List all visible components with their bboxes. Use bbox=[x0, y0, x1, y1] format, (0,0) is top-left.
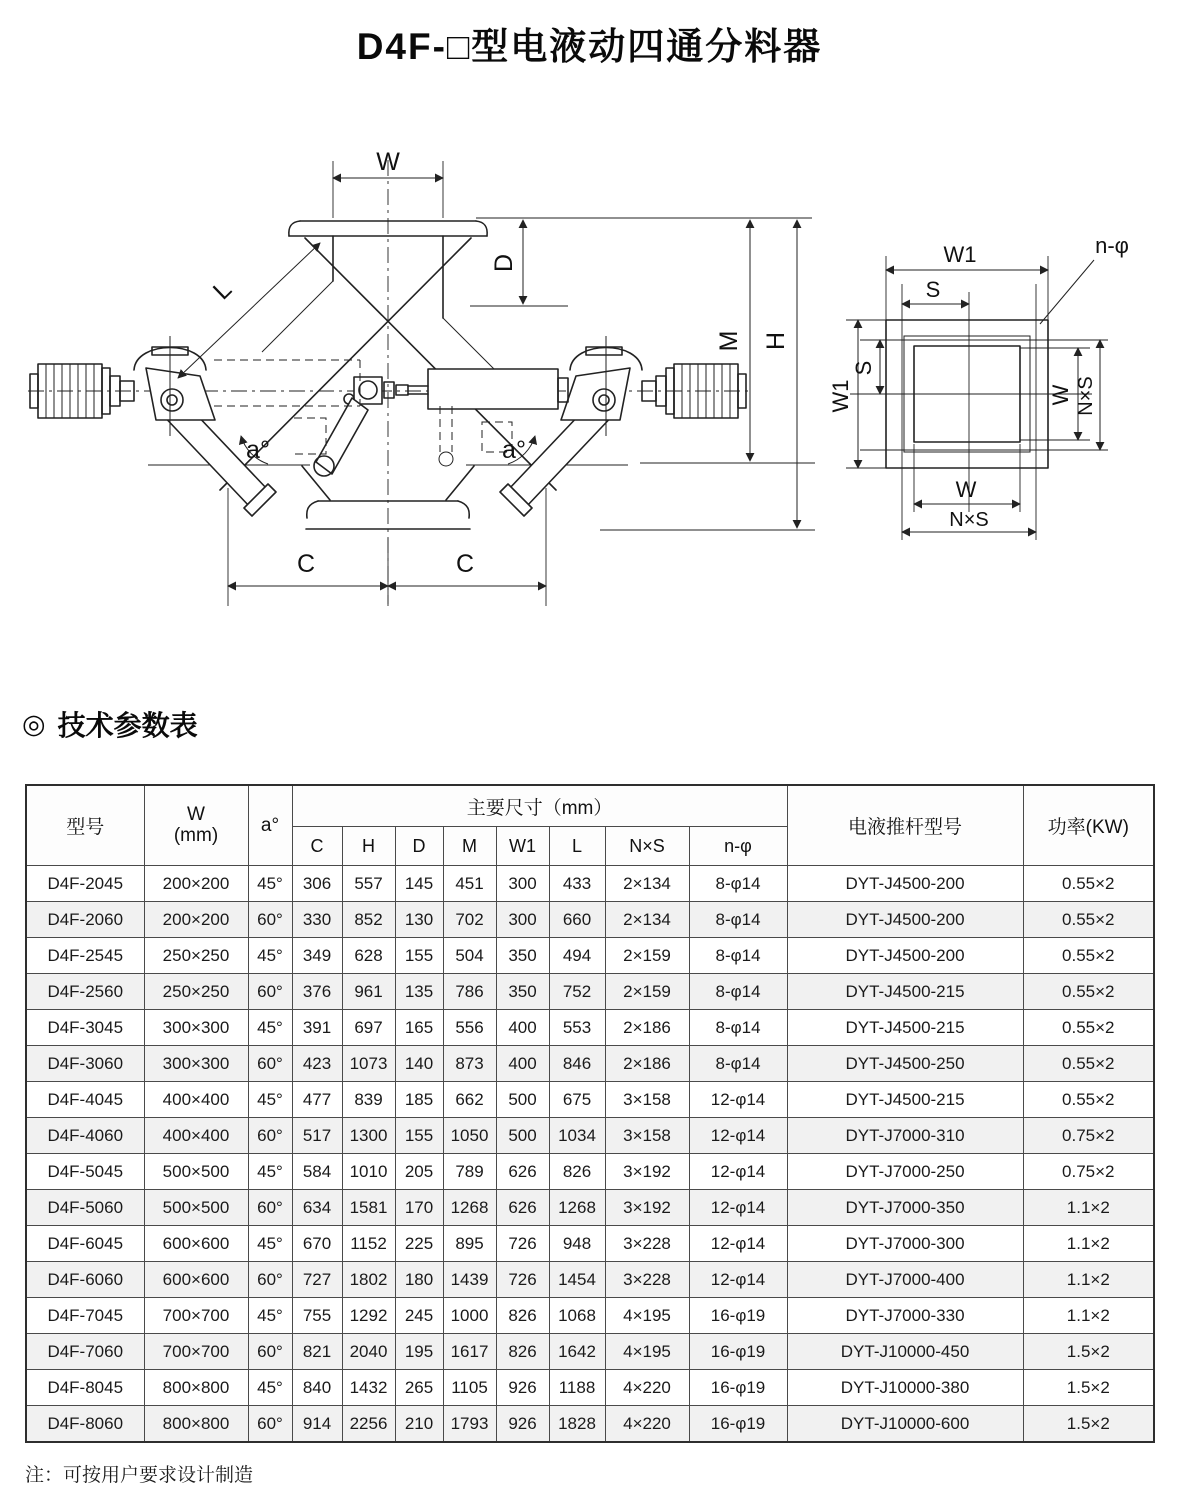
table-cell: 2256 bbox=[342, 1406, 395, 1443]
dim-c bbox=[228, 488, 546, 606]
table-cell: D4F-6045 bbox=[26, 1226, 144, 1262]
table-cell: 130 bbox=[395, 902, 443, 938]
dim-n-phi-label: n-φ bbox=[1095, 233, 1129, 258]
table-cell: 914 bbox=[292, 1406, 342, 1443]
table-cell: 250×250 bbox=[144, 974, 248, 1010]
right-motor bbox=[642, 364, 746, 418]
table-cell: 451 bbox=[443, 866, 496, 902]
table-cell: 500 bbox=[496, 1082, 549, 1118]
table-cell: 12-φ14 bbox=[689, 1082, 787, 1118]
table-cell: 12-φ14 bbox=[689, 1262, 787, 1298]
table-cell: 3×192 bbox=[605, 1190, 689, 1226]
table-cell: 1010 bbox=[342, 1154, 395, 1190]
table-cell: 400 bbox=[496, 1046, 549, 1082]
table-cell: 826 bbox=[496, 1334, 549, 1370]
table-cell: 584 bbox=[292, 1154, 342, 1190]
table-cell: 185 bbox=[395, 1082, 443, 1118]
table-cell: 200×200 bbox=[144, 866, 248, 902]
bullseye-icon: ◎ bbox=[22, 708, 46, 739]
table-row bbox=[26, 974, 1154, 1010]
table-cell: DYT-J7000-310 bbox=[787, 1118, 1023, 1154]
table-cell: 2×186 bbox=[605, 1046, 689, 1082]
table-cell: 300×300 bbox=[144, 1046, 248, 1082]
table-cell: DYT-J7000-300 bbox=[787, 1226, 1023, 1262]
table-cell: DYT-J10000-450 bbox=[787, 1334, 1023, 1370]
table-cell: 948 bbox=[549, 1226, 605, 1262]
table-cell: 1073 bbox=[342, 1046, 395, 1082]
table-cell: 697 bbox=[342, 1010, 395, 1046]
section-title: 技术参数表 bbox=[57, 710, 198, 741]
table-cell: 155 bbox=[395, 938, 443, 974]
table-cell: D4F-2545 bbox=[26, 938, 144, 974]
table-cell: 400 bbox=[496, 1010, 549, 1046]
table-cell: 433 bbox=[549, 866, 605, 902]
table-cell: 423 bbox=[292, 1046, 342, 1082]
table-cell: 300 bbox=[496, 866, 549, 902]
table-cell: 675 bbox=[549, 1082, 605, 1118]
table-cell: 494 bbox=[549, 938, 605, 974]
table-cell: 846 bbox=[549, 1046, 605, 1082]
angle-left-label: a° bbox=[246, 436, 270, 464]
table-cell: 4×220 bbox=[605, 1370, 689, 1406]
table-cell: 752 bbox=[549, 974, 605, 1010]
front-view bbox=[28, 148, 815, 606]
table-cell: D4F-8060 bbox=[26, 1406, 144, 1443]
table-cell: 60° bbox=[248, 1262, 292, 1298]
dim-w-right-label: W bbox=[1048, 384, 1073, 406]
table-cell: 556 bbox=[443, 1010, 496, 1046]
table-cell: 12-φ14 bbox=[689, 1154, 787, 1190]
table-cell: 16-φ19 bbox=[689, 1334, 787, 1370]
table-cell: 350 bbox=[496, 938, 549, 974]
table-cell: 4×195 bbox=[605, 1334, 689, 1370]
table-cell: 300×300 bbox=[144, 1010, 248, 1046]
table-cell: DYT-J4500-215 bbox=[787, 1082, 1023, 1118]
table-cell: 2×134 bbox=[605, 866, 689, 902]
table-cell: 45° bbox=[248, 1082, 292, 1118]
table-cell: 553 bbox=[549, 1010, 605, 1046]
table-cell: 200×200 bbox=[144, 902, 248, 938]
table-cell: 0.75×2 bbox=[1023, 1154, 1154, 1190]
table-cell: 500 bbox=[496, 1118, 549, 1154]
table-cell: 1642 bbox=[549, 1334, 605, 1370]
dim-w1-top bbox=[886, 242, 1048, 270]
col-header-main-dims: 主要尺寸（mm） bbox=[292, 785, 787, 827]
table-row bbox=[26, 1190, 1154, 1226]
table-cell: 662 bbox=[443, 1082, 496, 1118]
table-cell: DYT-J4500-200 bbox=[787, 938, 1023, 974]
table-cell: 600×600 bbox=[144, 1262, 248, 1298]
table-cell: 3×158 bbox=[605, 1118, 689, 1154]
table-cell: 821 bbox=[292, 1334, 342, 1370]
table-cell: DYT-J4500-200 bbox=[787, 866, 1023, 902]
dim-h bbox=[600, 220, 815, 530]
table-cell: 12-φ14 bbox=[689, 1226, 787, 1262]
table-cell: 839 bbox=[342, 1082, 395, 1118]
table-cell: 826 bbox=[496, 1298, 549, 1334]
table-row bbox=[26, 1010, 1154, 1046]
flange-view bbox=[828, 233, 1129, 540]
table-cell: 1.1×2 bbox=[1023, 1262, 1154, 1298]
table-cell: DYT-J10000-600 bbox=[787, 1406, 1023, 1443]
angle-right-label: a° bbox=[502, 436, 526, 464]
table-cell: 265 bbox=[395, 1370, 443, 1406]
dim-s-top-label: S bbox=[925, 277, 941, 302]
table-cell: 500×500 bbox=[144, 1190, 248, 1226]
table-cell: 0.75×2 bbox=[1023, 1118, 1154, 1154]
table-cell: D4F-3060 bbox=[26, 1046, 144, 1082]
table-cell: 1188 bbox=[549, 1370, 605, 1406]
col-header-actuator: 电液推杆型号 bbox=[787, 785, 1023, 866]
table-cell: 2×159 bbox=[605, 974, 689, 1010]
table-cell: 195 bbox=[395, 1334, 443, 1370]
col-header-nphi: n-φ bbox=[689, 827, 787, 866]
table-cell: 4×220 bbox=[605, 1406, 689, 1443]
table-cell: 8-φ14 bbox=[689, 866, 787, 902]
table-cell: 45° bbox=[248, 1154, 292, 1190]
table-cell: 45° bbox=[248, 1370, 292, 1406]
table-cell: 0.55×2 bbox=[1023, 1046, 1154, 1082]
table-body bbox=[26, 866, 1154, 1443]
table-cell: 600×600 bbox=[144, 1226, 248, 1262]
table-cell: 3×192 bbox=[605, 1154, 689, 1190]
table-cell: 1034 bbox=[549, 1118, 605, 1154]
dim-d-label: D bbox=[490, 253, 518, 273]
table-cell: 180 bbox=[395, 1262, 443, 1298]
table-cell: 1432 bbox=[342, 1370, 395, 1406]
table-cell: 477 bbox=[292, 1082, 342, 1118]
dim-c-right-label: C bbox=[455, 550, 475, 578]
page-title: D4F-□型电液动四通分料器 bbox=[356, 26, 823, 67]
dim-ns-right bbox=[1075, 340, 1100, 450]
table-cell: 400×400 bbox=[144, 1118, 248, 1154]
table-cell: 726 bbox=[496, 1226, 549, 1262]
table-cell: 0.55×2 bbox=[1023, 902, 1154, 938]
table-cell: 2040 bbox=[342, 1334, 395, 1370]
table-cell: 1300 bbox=[342, 1118, 395, 1154]
table-cell: DYT-J7000-330 bbox=[787, 1298, 1023, 1334]
col-header-h: H bbox=[342, 827, 395, 866]
table-cell: 840 bbox=[292, 1370, 342, 1406]
table-cell: 0.55×2 bbox=[1023, 938, 1154, 974]
dim-m-label: M bbox=[715, 330, 743, 352]
col-header-d: D bbox=[395, 827, 443, 866]
table-cell: 626 bbox=[496, 1190, 549, 1226]
table-cell: 926 bbox=[496, 1406, 549, 1443]
table-cell: 165 bbox=[395, 1010, 443, 1046]
table-cell: 726 bbox=[496, 1262, 549, 1298]
table-cell: DYT-J7000-400 bbox=[787, 1262, 1023, 1298]
dim-ns-bottom bbox=[902, 509, 1036, 532]
table-cell: 8-φ14 bbox=[689, 974, 787, 1010]
table-cell: 140 bbox=[395, 1046, 443, 1082]
table-cell: 2×186 bbox=[605, 1010, 689, 1046]
table-row bbox=[26, 1226, 1154, 1262]
section-heading bbox=[22, 704, 1179, 744]
table-cell: 3×158 bbox=[605, 1082, 689, 1118]
col-header-model: 型号 bbox=[26, 785, 144, 866]
dim-w-label: W bbox=[376, 148, 400, 176]
table-cell: 1000 bbox=[443, 1298, 496, 1334]
table-cell: DYT-J4500-250 bbox=[787, 1046, 1023, 1082]
table-cell: D4F-2560 bbox=[26, 974, 144, 1010]
col-header-c: C bbox=[292, 827, 342, 866]
table-cell: 135 bbox=[395, 974, 443, 1010]
table-cell: D4F-2060 bbox=[26, 902, 144, 938]
col-header-nxs: N×S bbox=[605, 827, 689, 866]
table-cell: DYT-J7000-350 bbox=[787, 1190, 1023, 1226]
table-cell: D4F-5045 bbox=[26, 1154, 144, 1190]
col-header-l: L bbox=[549, 827, 605, 866]
table-cell: 205 bbox=[395, 1154, 443, 1190]
table-cell: DYT-J4500-215 bbox=[787, 1010, 1023, 1046]
col-header-power: 功率(KW) bbox=[1023, 785, 1154, 866]
table-cell: 60° bbox=[248, 1334, 292, 1370]
table-cell: 16-φ19 bbox=[689, 1298, 787, 1334]
table-cell: 1.5×2 bbox=[1023, 1406, 1154, 1443]
table-cell: 3×228 bbox=[605, 1262, 689, 1298]
table-cell: 727 bbox=[292, 1262, 342, 1298]
table-cell: 786 bbox=[443, 974, 496, 1010]
table-row bbox=[26, 1406, 1154, 1443]
dim-w1-left-label: W1 bbox=[828, 379, 853, 413]
table-cell: 926 bbox=[496, 1370, 549, 1406]
table-cell: 1.1×2 bbox=[1023, 1226, 1154, 1262]
table-cell: D4F-2045 bbox=[26, 866, 144, 902]
table-cell: 700×700 bbox=[144, 1298, 248, 1334]
table-cell: 45° bbox=[248, 1010, 292, 1046]
hydraulic-cylinder bbox=[314, 369, 568, 476]
table-cell: 60° bbox=[248, 1118, 292, 1154]
table-cell: D4F-6060 bbox=[26, 1262, 144, 1298]
table-cell: 60° bbox=[248, 1190, 292, 1226]
table-cell: DYT-J4500-215 bbox=[787, 974, 1023, 1010]
table-row bbox=[26, 1154, 1154, 1190]
table-row bbox=[26, 1118, 1154, 1154]
table-cell: 16-φ19 bbox=[689, 1370, 787, 1406]
table-row bbox=[26, 1370, 1154, 1406]
table-cell: 634 bbox=[292, 1190, 342, 1226]
dim-c-left-label: C bbox=[296, 550, 316, 578]
table-cell: 400×400 bbox=[144, 1082, 248, 1118]
table-cell: 155 bbox=[395, 1118, 443, 1154]
table-cell: 670 bbox=[292, 1226, 342, 1262]
table-cell: 225 bbox=[395, 1226, 443, 1262]
table-row bbox=[26, 902, 1154, 938]
table-cell: D4F-5060 bbox=[26, 1190, 144, 1226]
table-cell: 4×195 bbox=[605, 1298, 689, 1334]
table-cell: 755 bbox=[292, 1298, 342, 1334]
dim-s-left-label: S bbox=[851, 360, 876, 376]
table-cell: 852 bbox=[342, 902, 395, 938]
table-cell: 0.55×2 bbox=[1023, 1010, 1154, 1046]
table-cell: 250×250 bbox=[144, 938, 248, 974]
dim-s-left bbox=[851, 340, 880, 394]
table-cell: 350 bbox=[496, 974, 549, 1010]
table-cell: D4F-8045 bbox=[26, 1370, 144, 1406]
table-cell: 1793 bbox=[443, 1406, 496, 1443]
table-cell: D4F-3045 bbox=[26, 1010, 144, 1046]
table-row bbox=[26, 1262, 1154, 1298]
table-cell: 700×700 bbox=[144, 1334, 248, 1370]
table-cell: 1802 bbox=[342, 1262, 395, 1298]
table-cell: 60° bbox=[248, 974, 292, 1010]
table-cell: 1105 bbox=[443, 1370, 496, 1406]
table-row bbox=[26, 866, 1154, 902]
dim-ns-right-label: N×S bbox=[1075, 376, 1097, 416]
table-cell: 1454 bbox=[549, 1262, 605, 1298]
dim-d bbox=[470, 220, 568, 306]
table-cell: 12-φ14 bbox=[689, 1190, 787, 1226]
table-cell: 376 bbox=[292, 974, 342, 1010]
table-cell: 45° bbox=[248, 1298, 292, 1334]
dim-n-phi bbox=[1040, 233, 1129, 324]
col-header-angle: a° bbox=[248, 785, 292, 866]
table-cell: 626 bbox=[496, 1154, 549, 1190]
table-cell: 789 bbox=[443, 1154, 496, 1190]
table-cell: D4F-7060 bbox=[26, 1334, 144, 1370]
table-cell: 1268 bbox=[549, 1190, 605, 1226]
table-cell: 1.5×2 bbox=[1023, 1334, 1154, 1370]
col-header-w bbox=[144, 785, 248, 866]
table-cell: 60° bbox=[248, 1046, 292, 1082]
dim-w-bottom bbox=[914, 477, 1020, 504]
table-cell: 60° bbox=[248, 902, 292, 938]
table-cell: 8-φ14 bbox=[689, 1010, 787, 1046]
table-cell: 45° bbox=[248, 1226, 292, 1262]
table-cell: 1050 bbox=[443, 1118, 496, 1154]
table-cell: 702 bbox=[443, 902, 496, 938]
table-cell: 517 bbox=[292, 1118, 342, 1154]
dim-h-label: H bbox=[762, 331, 790, 351]
table-cell: 895 bbox=[443, 1226, 496, 1262]
table-cell: 210 bbox=[395, 1406, 443, 1443]
table-cell: 1617 bbox=[443, 1334, 496, 1370]
dim-w1-top-label: W1 bbox=[943, 242, 977, 267]
table-cell: 60° bbox=[248, 1406, 292, 1443]
col-header-w1: W1 bbox=[496, 827, 549, 866]
table-cell: D4F-7045 bbox=[26, 1298, 144, 1334]
table-cell: 500×500 bbox=[144, 1154, 248, 1190]
table-cell: 300 bbox=[496, 902, 549, 938]
technical-drawing bbox=[0, 148, 1179, 668]
table-cell: 170 bbox=[395, 1190, 443, 1226]
table-cell: 961 bbox=[342, 974, 395, 1010]
table-cell: 557 bbox=[342, 866, 395, 902]
col-header-m: M bbox=[443, 827, 496, 866]
catalog-page bbox=[0, 16, 1179, 1503]
table-row bbox=[26, 938, 1154, 974]
table-cell: 2×159 bbox=[605, 938, 689, 974]
col-header-w-line1: W bbox=[187, 803, 205, 825]
table-cell: 16-φ19 bbox=[689, 1406, 787, 1443]
table-cell: 800×800 bbox=[144, 1370, 248, 1406]
table-cell: 1581 bbox=[342, 1190, 395, 1226]
table-cell: 628 bbox=[342, 938, 395, 974]
table-cell: 873 bbox=[443, 1046, 496, 1082]
table-cell: DYT-J4500-200 bbox=[787, 902, 1023, 938]
table-row bbox=[26, 1046, 1154, 1082]
table-cell: 2×134 bbox=[605, 902, 689, 938]
table-cell: 12-φ14 bbox=[689, 1118, 787, 1154]
col-header-w-line2: (mm) bbox=[173, 824, 219, 846]
table-cell: 0.55×2 bbox=[1023, 866, 1154, 902]
table-cell: DYT-J10000-380 bbox=[787, 1370, 1023, 1406]
table-cell: 1.5×2 bbox=[1023, 1370, 1154, 1406]
dim-l bbox=[178, 243, 320, 378]
table-cell: 1152 bbox=[342, 1226, 395, 1262]
table-cell: 349 bbox=[292, 938, 342, 974]
parameters-table bbox=[25, 784, 1155, 1443]
table-cell: 800×800 bbox=[144, 1406, 248, 1443]
table-cell: 1.1×2 bbox=[1023, 1190, 1154, 1226]
table-cell: 245 bbox=[395, 1298, 443, 1334]
table-cell: 1439 bbox=[443, 1262, 496, 1298]
table-cell: 1292 bbox=[342, 1298, 395, 1334]
table-cell: 1.1×2 bbox=[1023, 1298, 1154, 1334]
table-cell: 8-φ14 bbox=[689, 1046, 787, 1082]
dim-ns-bottom-label: N×S bbox=[949, 509, 989, 531]
table-cell: 660 bbox=[549, 902, 605, 938]
table-cell: D4F-4060 bbox=[26, 1118, 144, 1154]
table-cell: 1268 bbox=[443, 1190, 496, 1226]
dim-w-bottom-label: W bbox=[955, 477, 977, 502]
table-cell: DYT-J7000-250 bbox=[787, 1154, 1023, 1190]
table-cell: 1828 bbox=[549, 1406, 605, 1443]
table-header bbox=[26, 785, 1154, 866]
table-row bbox=[26, 1298, 1154, 1334]
table-cell: 0.55×2 bbox=[1023, 1082, 1154, 1118]
table-cell: 45° bbox=[248, 866, 292, 902]
table-cell: 391 bbox=[292, 1010, 342, 1046]
table-cell: 3×228 bbox=[605, 1226, 689, 1262]
table-cell: 45° bbox=[248, 938, 292, 974]
table-cell: 1068 bbox=[549, 1298, 605, 1334]
table-cell: 306 bbox=[292, 866, 342, 902]
table-cell: 8-φ14 bbox=[689, 938, 787, 974]
table-cell: 0.55×2 bbox=[1023, 974, 1154, 1010]
table-row bbox=[26, 1334, 1154, 1370]
dim-l-label: L bbox=[207, 275, 238, 306]
table-cell: 145 bbox=[395, 866, 443, 902]
table-cell: D4F-4045 bbox=[26, 1082, 144, 1118]
table-cell: 826 bbox=[549, 1154, 605, 1190]
table-row bbox=[26, 1082, 1154, 1118]
dim-s-top bbox=[902, 277, 969, 304]
table-cell: 330 bbox=[292, 902, 342, 938]
table-cell: 504 bbox=[443, 938, 496, 974]
footer-note: 注：可按用户要求设计制造 bbox=[25, 1465, 254, 1486]
table-cell: 8-φ14 bbox=[689, 902, 787, 938]
